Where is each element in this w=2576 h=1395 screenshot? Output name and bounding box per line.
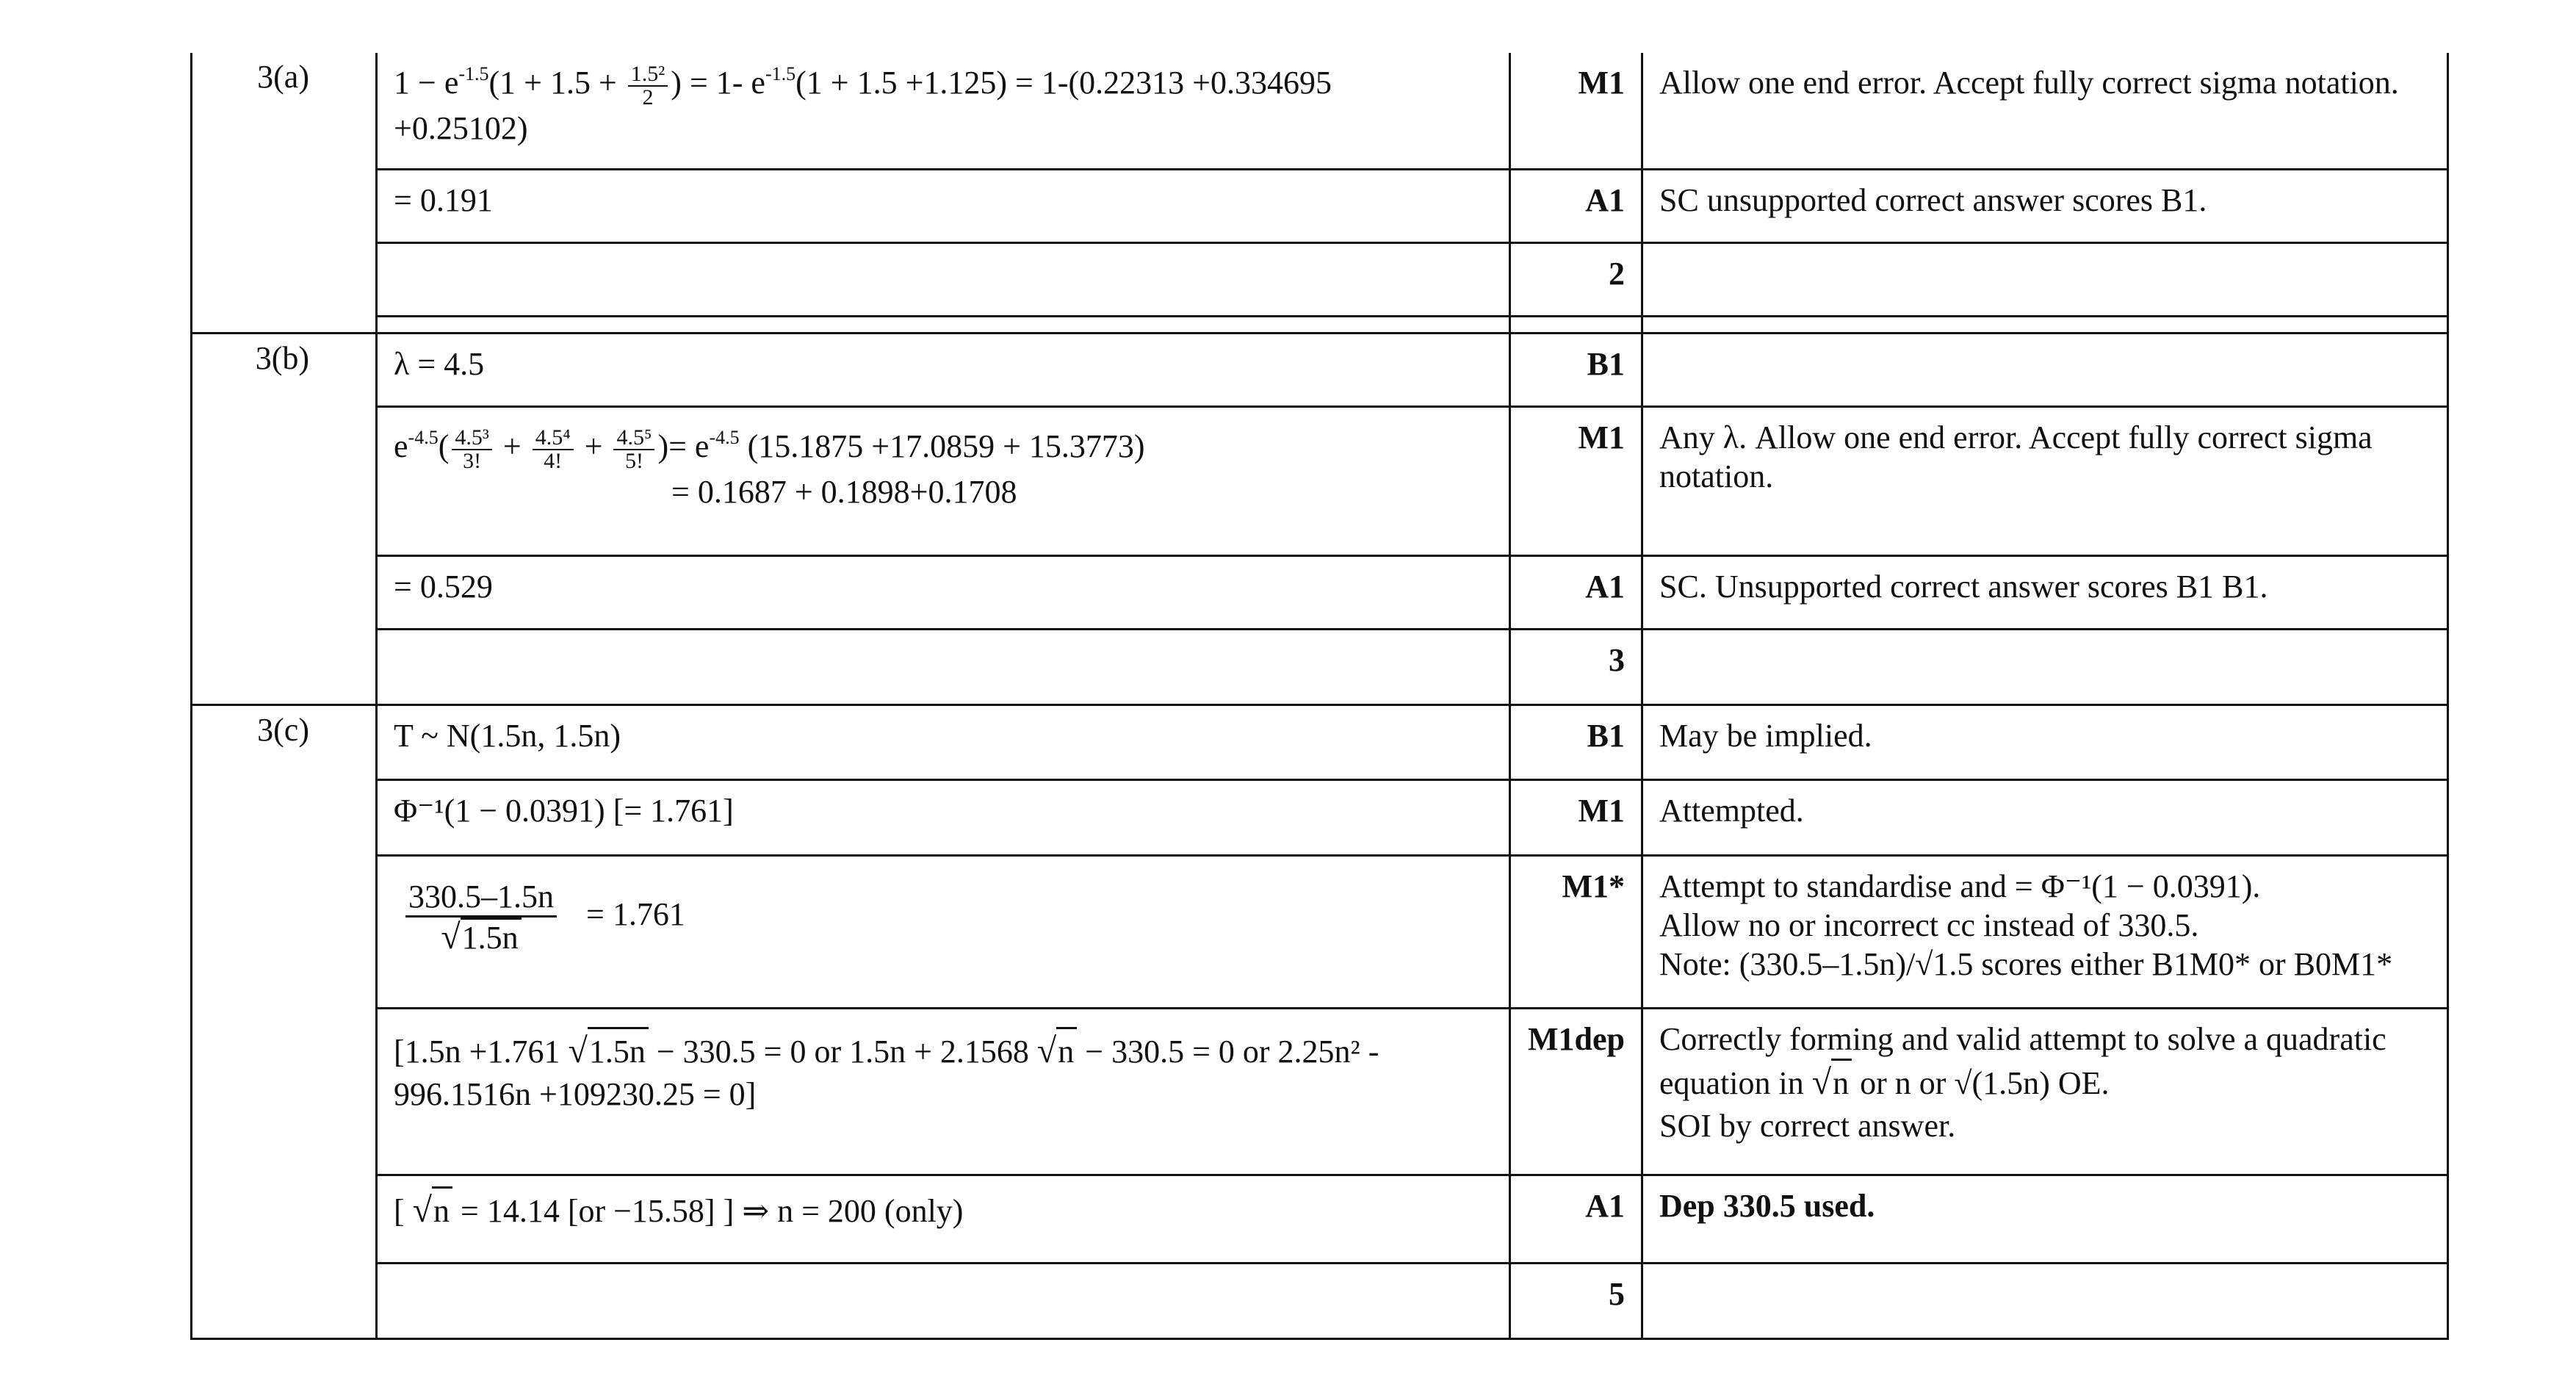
section-divider: [192, 316, 2448, 333]
guidance-text: Allow no or incorrect cc instead of 330.5.: [1659, 906, 2199, 943]
mark-total: 5: [1510, 1263, 1642, 1338]
table-row: [192, 704, 2448, 779]
answer-cell: λ = 4.5: [377, 333, 1510, 406]
fraction-denominator: 3!: [463, 448, 482, 473]
answer-text: ) = 1- e: [671, 65, 765, 101]
fraction-denominator: 4!: [544, 448, 563, 473]
mark-code: B1: [1510, 704, 1642, 779]
guidance-cell: [1642, 855, 2448, 1008]
answer-cell: [377, 1263, 1510, 1338]
mark-code: M1dep: [1510, 1008, 1642, 1175]
answer-text: (1 + 1.5 +: [488, 65, 617, 101]
mark-scheme-table: [190, 53, 2449, 1340]
guidance-text: SC. Unsupported correct answer scores B1 B1.: [1642, 555, 2448, 629]
guidance-text: Correctly forming and valid attempt to solve a quadratic: [1659, 1020, 2386, 1057]
fraction-numerator: 4.5⁴: [533, 427, 574, 450]
answer-text: e: [394, 428, 408, 464]
guidance-text: equation in: [1659, 1064, 1804, 1101]
sqrt-icon: √: [568, 1031, 588, 1070]
mark-code: M1: [1510, 53, 1642, 169]
answer-text: 996.1516n +109230.25 = 0]: [394, 1075, 757, 1112]
question-label: 3(b): [192, 333, 377, 704]
fraction-numerator: 4.5³: [452, 427, 492, 450]
radicand: n: [1831, 1059, 1852, 1106]
divider-cell: [1642, 316, 2448, 333]
fraction-numerator: 4.5⁵: [613, 427, 654, 450]
answer-text: = 1.761: [586, 895, 685, 932]
guidance-text: Any λ. Allow one end error. Accept fully correct sigma notation.: [1642, 406, 2448, 555]
answer-text: − 330.5 = 0 or 2.25n² -: [1085, 1033, 1379, 1070]
guidance-text: [1642, 629, 2448, 704]
guidance-text: [1642, 1263, 2448, 1338]
fraction-numerator: 1.5²: [628, 63, 668, 87]
radicand: 1.5n: [588, 1027, 649, 1075]
sqrt-icon: √: [1036, 1031, 1057, 1070]
guidance-text: [1642, 333, 2448, 406]
mark-total: 3: [1510, 629, 1642, 704]
answer-cell: = 0.191: [377, 169, 1510, 242]
mark-code: B1: [1510, 333, 1642, 406]
guidance-text: May be implied.: [1642, 704, 2448, 779]
guidance-cell: [1642, 1008, 2448, 1175]
answer-text: )= e: [657, 428, 710, 464]
answer-cell: [377, 53, 1510, 169]
table-row: [192, 855, 2448, 1008]
guidance-text: Attempted.: [1642, 779, 2448, 855]
table-row: [192, 242, 2448, 316]
exponent: -4.5: [709, 426, 740, 448]
answer-text: (1 + 1.5 +1.125) = 1-(0.22313 +0.334695: [795, 65, 1332, 101]
divider-cell: [377, 316, 1510, 333]
answer-text: [1.5n +1.761: [394, 1033, 560, 1070]
radicand: n: [432, 1186, 452, 1234]
mark-code: M1: [1510, 779, 1642, 855]
mark-code: M1: [1510, 406, 1642, 555]
table-row: [192, 1008, 2448, 1175]
question-label: 3(c): [192, 704, 377, 1338]
answer-text: 1 − e: [394, 65, 459, 101]
guidance-text: SOI by correct answer.: [1659, 1107, 1956, 1144]
mark-code: M1*: [1510, 855, 1642, 1008]
answer-cell: [377, 1175, 1510, 1263]
answer-text: − 330.5 = 0 or 1.5n + 2.1568: [656, 1033, 1029, 1070]
answer-cell: [377, 1008, 1510, 1175]
fraction: [613, 427, 654, 472]
answer-cell: [377, 704, 1510, 779]
fraction: [628, 63, 668, 109]
table-row: [192, 629, 2448, 704]
sqrt-icon: √: [1811, 1062, 1832, 1102]
guidance-text: Note: (330.5–1.5n)/√1.5 scores either B1M0* or B0M1*: [1659, 945, 2393, 982]
guidance-text: Dep 330.5 used.: [1642, 1175, 2448, 1263]
answer-text: = 0.1687 + 0.1898+0.1708: [671, 473, 1017, 510]
fraction-denominator: 5!: [624, 448, 643, 473]
answer-text: = 14.14 [or −15.58] ] ⇒ n = 200 (only): [461, 1192, 964, 1229]
fraction: [452, 427, 492, 472]
mark-total: 2: [1510, 242, 1642, 316]
answer-text: [: [394, 1192, 405, 1229]
sqrt-icon: √: [441, 917, 461, 956]
fraction-denominator: [441, 918, 521, 956]
divider-cell: [192, 316, 377, 333]
table-row: [192, 1263, 2448, 1338]
answer-text: +0.25102): [394, 110, 528, 146]
answer-text: T ~ N(1.5n, 1.5n): [394, 717, 621, 754]
mark-code: A1: [1510, 555, 1642, 629]
table-row: [192, 779, 2448, 855]
mark-code: A1: [1510, 1175, 1642, 1263]
answer-cell: $e^{-4.5}$( $\frac{\text{4.5³}}{3!}$ + $\frac{\text{4.5⁴}}{4!}$ + $\frac{\text{4.5⁵}}{5!}$ )= $e^{-4.5}$ (15.1875 +17.0859 + 15.3773) = 0.1687 + 0.1898+0.1708: [377, 406, 1510, 555]
table-row: [192, 53, 2448, 169]
radicand: n: [1056, 1027, 1077, 1075]
answer-cell: = 0.529: [377, 555, 1510, 629]
fraction: [533, 427, 574, 472]
fraction-denominator: 2: [642, 85, 654, 109]
exponent: -4.5: [408, 426, 439, 448]
table-row: [192, 1175, 2448, 1263]
question-label: 3(a): [192, 53, 377, 316]
fraction-numerator: 330.5–1.5n: [405, 879, 557, 918]
guidance-text: [1642, 242, 2448, 316]
standardise-fraction: [405, 879, 557, 956]
mark-code: A1: [1510, 169, 1642, 242]
guidance-text: Attempt to standardise and = Φ⁻¹(1 − 0.0391).: [1659, 868, 2261, 904]
guidance-text: SC unsupported correct answer scores B1.: [1642, 169, 2448, 242]
answer-text: (15.1875 +17.0859 + 15.3773): [739, 428, 1145, 464]
guidance-text: or n or √(1.5n) OE.: [1860, 1064, 2110, 1101]
answer-cell: [377, 855, 1510, 1008]
table-row: [192, 333, 2448, 406]
table-row: [192, 169, 2448, 242]
exponent: -1.5: [458, 63, 489, 85]
answer-cell: [377, 242, 1510, 316]
exponent: -1.5: [765, 63, 796, 85]
divider-cell: [1510, 316, 1642, 333]
sqrt-icon: √: [412, 1190, 432, 1230]
table-row: [192, 555, 2448, 629]
answer-cell: [377, 629, 1510, 704]
guidance-text: Allow one end error. Accept fully correct sigma notation.: [1642, 53, 2448, 169]
radicand: 1.5n: [461, 918, 522, 956]
table-row: [192, 406, 2448, 555]
answer-cell: Φ⁻¹(1 − 0.0391) [= 1.761]: [377, 779, 1510, 855]
